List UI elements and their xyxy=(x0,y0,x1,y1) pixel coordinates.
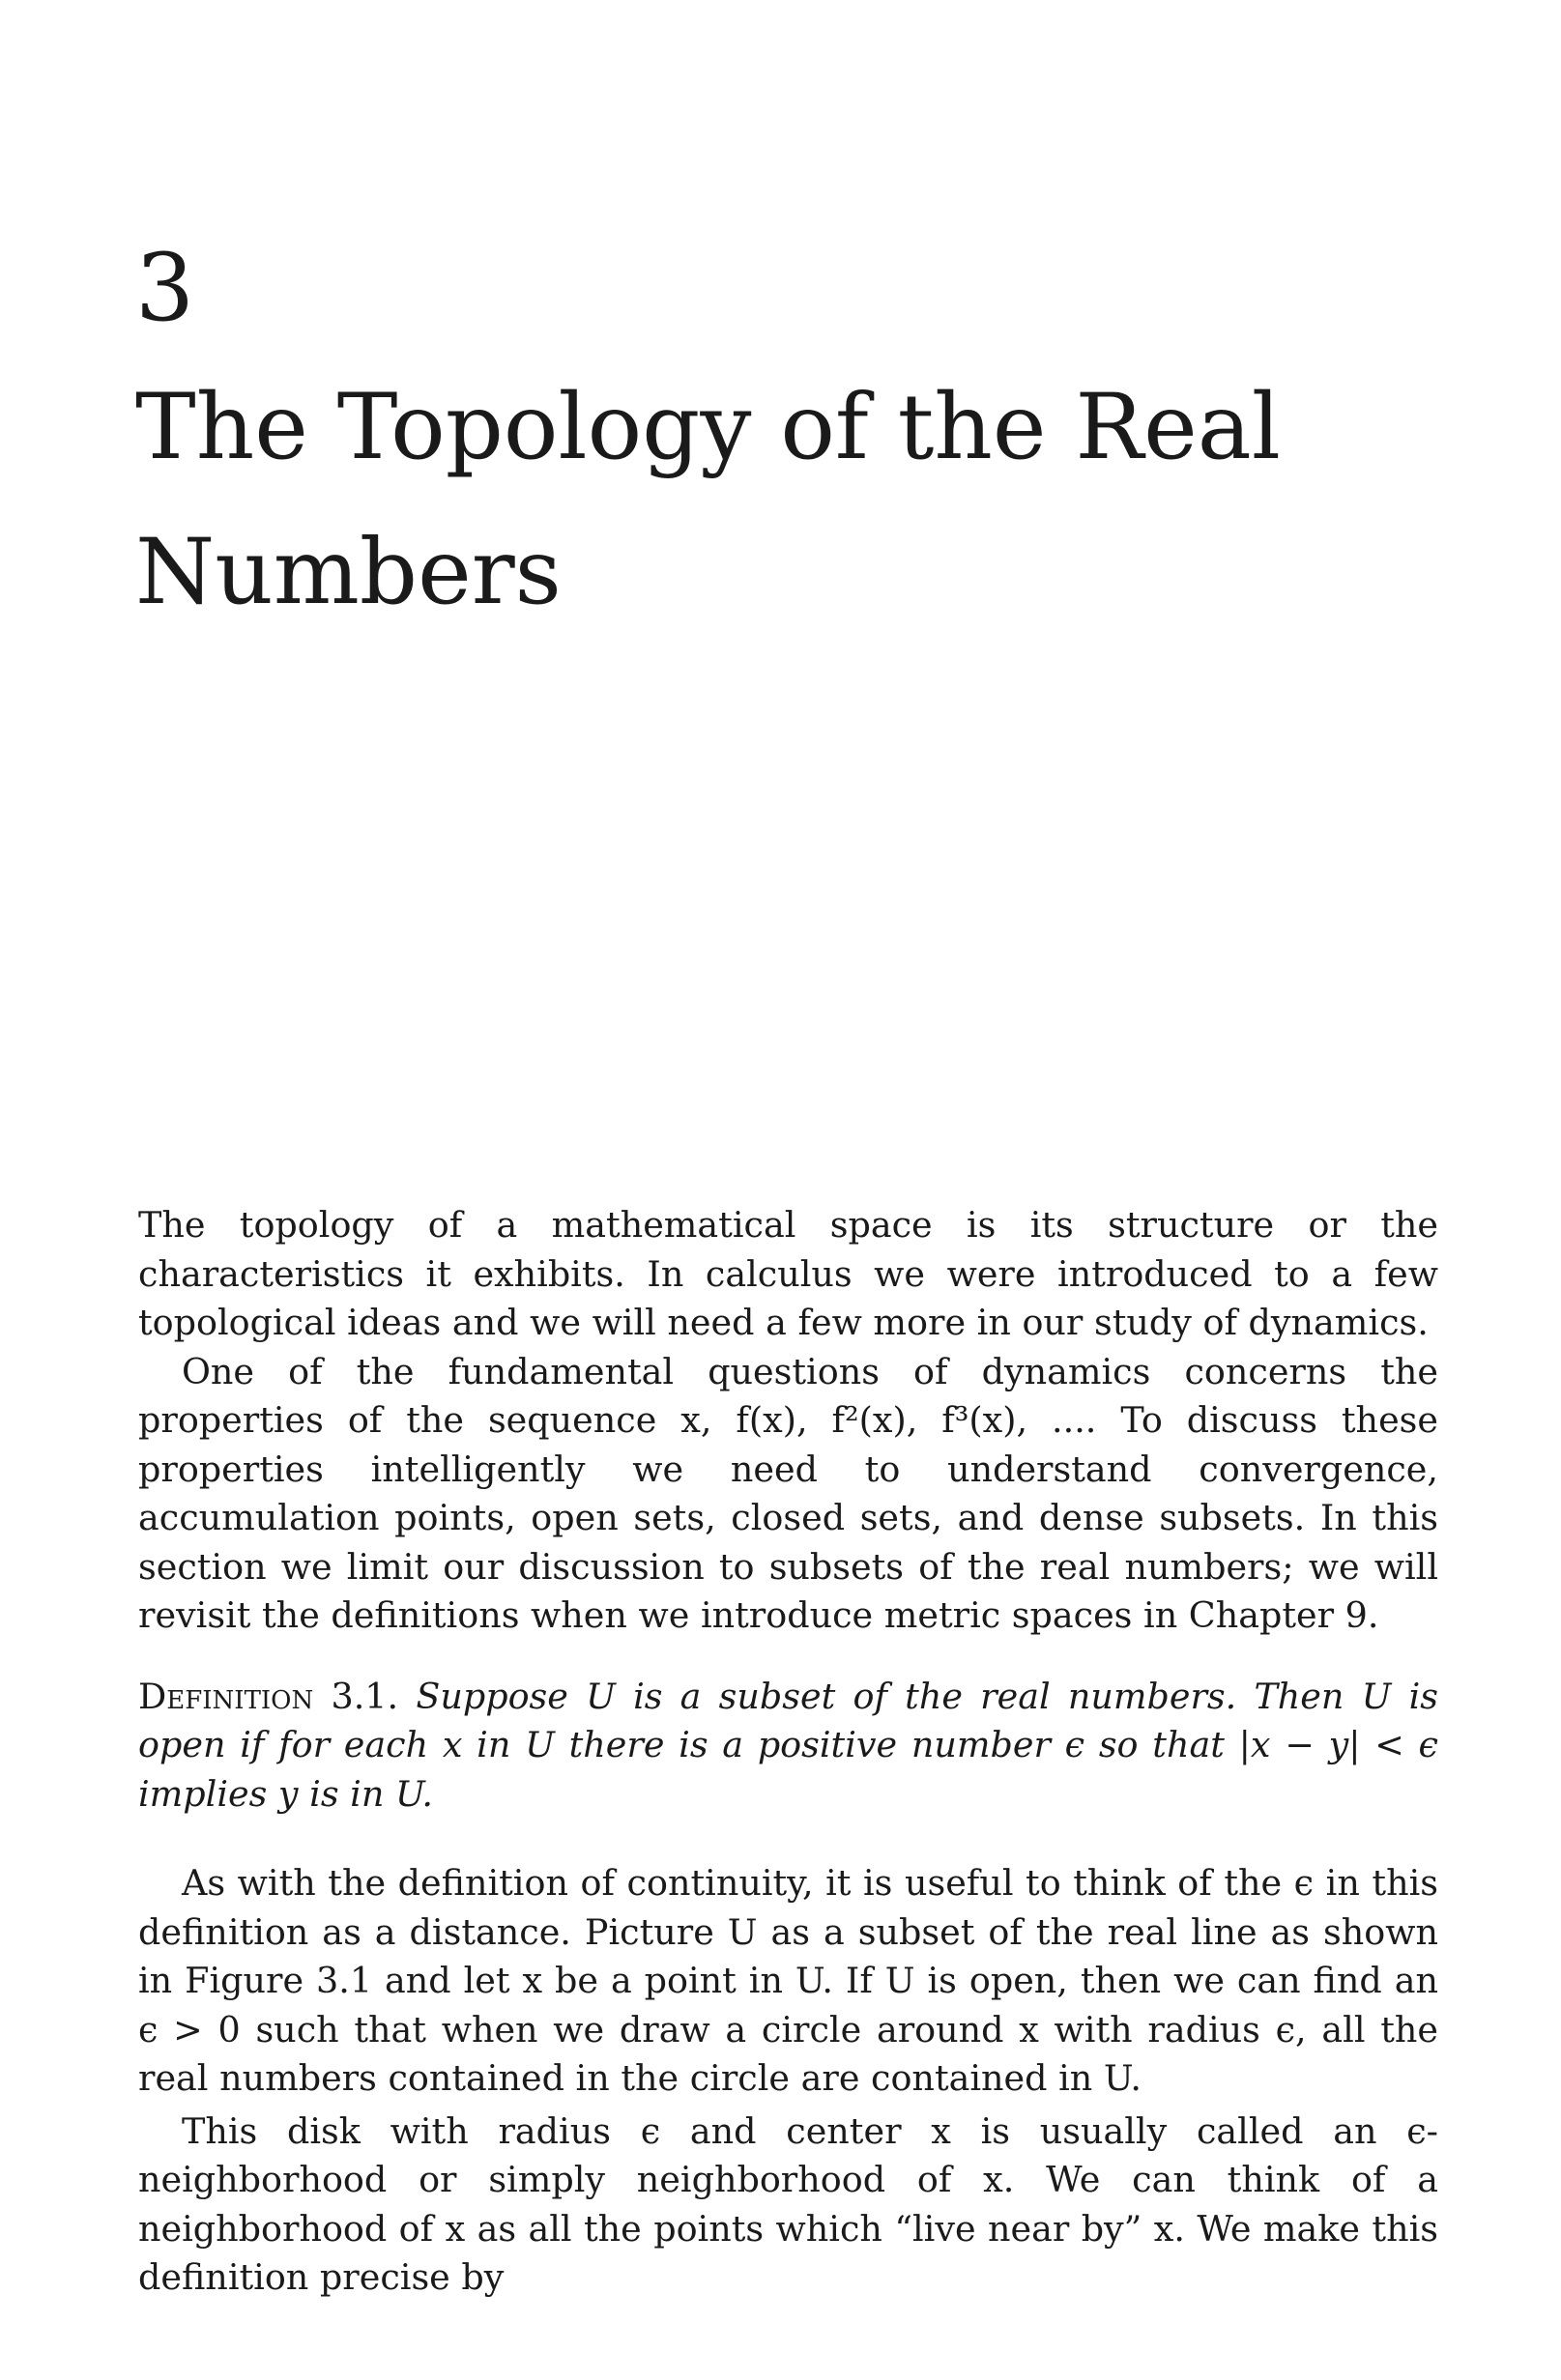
chapter-number: 3 xyxy=(135,234,195,342)
body-text xyxy=(138,1201,1438,2303)
definition-label: Definition 3.1. xyxy=(138,1675,417,1717)
paragraph-neighborhood: This disk with radius ϵ and center x is usually called an ϵ-neighborhood or simply neighborhood of x. We can think of a neighborhood of x as all the points which “live near by” x. We make this definition precise by xyxy=(138,2109,1438,2298)
paragraph-intro: The topology of a mathematical space is its structure or the characteristics it exhibits. In calculus we were introduced to a few topological ideas and we will need a few more in our study of dynamics. xyxy=(138,1204,1438,1343)
paragraph-sequence: One of the fundamental questions of dynamics concerns the properties of the sequence x, f(x), f²(x), f³(x), .... To discuss these properties intelligently we need to understand convergence, accumulation points, open sets, closed sets, and dense subsets. In this section we limit our discussion to subsets of the real numbers; we will revisit the definitions when we introduce metric spaces in Chapter 9. xyxy=(138,1350,1438,1636)
paragraph-distance: As with the definition of continuity, it is useful to think of the ϵ in this definition as a distance. Picture U as a subset of the real line as shown in Figure 3.1 and let x be a point in U. If U is open, then we can find an ϵ > 0 such that when we draw a circle around x with radius ϵ, all the real numbers contained in the circle are contained in U. xyxy=(138,1862,1438,2099)
definition-block xyxy=(138,1673,1438,1820)
definition-statement: Suppose U is a subset of the real numbers. Then U is open if for each x in U there is a positive number ϵ so that |x − y| < ϵ implies y is in U. xyxy=(138,1675,1438,1815)
chapter-title: The Topology of the Real Numbers xyxy=(135,375,1281,625)
